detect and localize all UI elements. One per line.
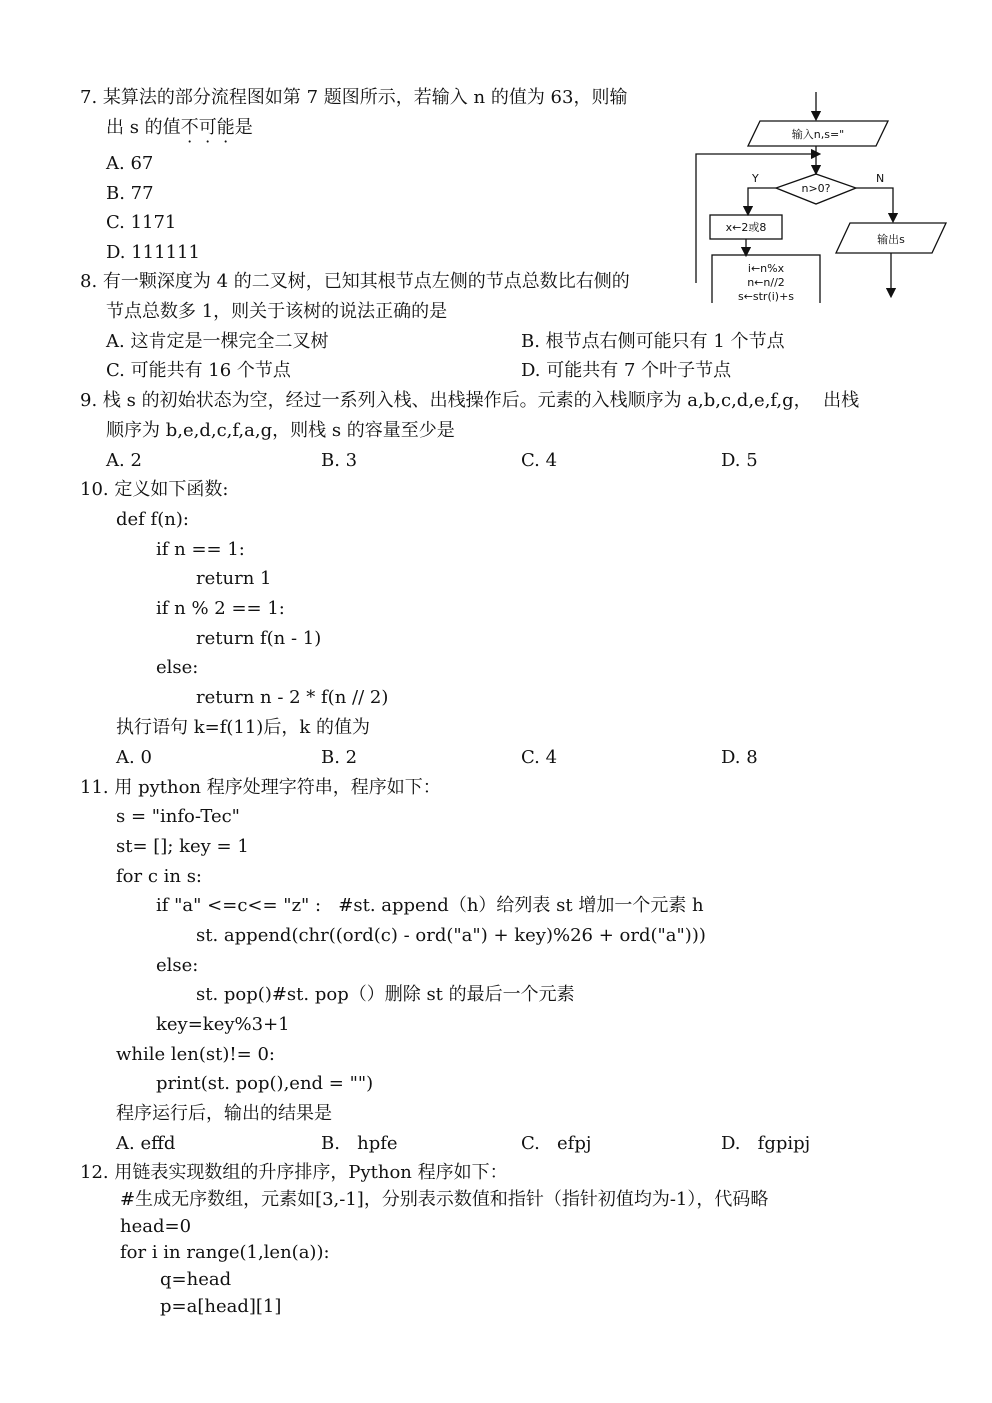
q11-option-d: D. fgpipj — [721, 1133, 811, 1154]
q10-option-d: D. 8 — [721, 747, 758, 768]
q10-code-line: def f(n): — [116, 509, 189, 530]
q8-option-b: B. 根节点右侧可能只有 1 个节点 — [521, 331, 785, 352]
q11-option-a: A. effd — [116, 1133, 176, 1154]
q11-code-line: while len(st)!= 0: — [116, 1044, 275, 1065]
q8-option-a: A. 这肯定是一棵完全二叉树 — [106, 331, 329, 352]
q10-option-a: A. 0 — [116, 747, 152, 768]
q11-option-b: B. hpfe — [321, 1133, 398, 1154]
q7-flowchart — [690, 88, 952, 303]
q10-code-line: if n % 2 == 1: — [156, 598, 285, 619]
flow-output-text: 输出s — [877, 233, 905, 246]
q10-option-b: B. 2 — [321, 747, 358, 768]
q10-code-line: else: — [156, 657, 199, 678]
q8-stem-line1: 8. 有一颗深度为 4 的二叉树，已知其根节点左侧的节点总数比右侧的 — [80, 271, 630, 292]
q7-stem-post: 是 — [234, 117, 253, 138]
q9-stem-line1: 9. 栈 s 的初始状态为空，经过一系列入栈、出栈操作后。元素的入栈顺序为 a,b,c,d,e,f,g， 出栈 — [80, 390, 860, 411]
q7-stem-line1: 7. 某算法的部分流程图如第 7 题图所示，若输入 n 的值为 63，则输 — [80, 87, 628, 108]
q9-option-a: A. 2 — [106, 450, 142, 471]
q9-option-b: B. 3 — [321, 450, 358, 471]
emphasis-char: 能 — [216, 117, 235, 138]
q12-code-line: head=0 — [120, 1216, 192, 1237]
q11-code-line: print(st. pop(),end = "") — [156, 1073, 374, 1094]
q10-code-line: return f(n - 1) — [196, 628, 322, 649]
q10-stem: 10. 定义如下函数: — [80, 479, 229, 500]
q11-code-line: s = "info-Tec" — [116, 806, 240, 827]
q7-stem-line2 — [106, 116, 253, 140]
q12-code-line: q=head — [160, 1269, 232, 1290]
q10-code-line: return 1 — [196, 568, 272, 589]
q11-code-line: if "a" <=c<= "z" : #st. append（h）给列表 st 增加一个元素 h — [156, 895, 704, 916]
q11-code-line: st= []; key = 1 — [116, 836, 249, 857]
q8-option-c: C. 可能共有 16 个节点 — [106, 360, 291, 381]
q12-code-line: #生成无序数组，元素如[3,-1]，分别表示数值和指针（指针初值均为-1），代码略 — [120, 1189, 769, 1210]
q11-option-c: C. efpj — [521, 1133, 592, 1154]
q12-code-line: for i in range(1,len(a)): — [120, 1242, 330, 1263]
q11-code-line: st. append(chr((ord(c) - ord("a") + key)%26 + ord("a"))) — [196, 925, 706, 946]
flow-yes-label: Y — [752, 172, 759, 185]
q10-option-c: C. 4 — [521, 747, 558, 768]
q7-option-d: D. 111111 — [106, 242, 200, 263]
q11-code-line: key=key%3+1 — [156, 1014, 290, 1035]
q10-code-line: if n == 1: — [156, 539, 245, 560]
q12-stem: 12. 用链表实现数组的升序排序，Python 程序如下： — [80, 1162, 508, 1183]
q9-stem-line2: 顺序为 b,e,d,c,f,a,g，则栈 s 的容量至少是 — [106, 420, 455, 441]
flow-no-label: N — [876, 172, 885, 185]
flow-yes-arrow — [748, 188, 776, 211]
emphasis-char: 不 — [180, 117, 199, 138]
q7-option-a: A. 67 — [106, 153, 154, 174]
q9-option-d: D. 5 — [721, 450, 758, 471]
q11-code-line: st. pop()#st. pop（）删除 st 的最后一个元素 — [196, 984, 575, 1005]
flow-body-line3: s←str(i)+s — [737, 290, 795, 303]
flow-input-text: 输入n,s=" — [791, 128, 845, 141]
q9-option-c: C. 4 — [521, 450, 558, 471]
q7-option-c: C. 1171 — [106, 212, 177, 233]
q11-code-line: else: — [156, 955, 199, 976]
flow-no-arrow — [856, 188, 893, 218]
q7-stem-pre: 出 s 的值 — [106, 117, 181, 138]
q11-question: 程序运行后，输出的结果是 — [116, 1103, 332, 1124]
q11-stem: 11. 用 python 程序处理字符串，程序如下： — [80, 777, 441, 798]
q7-emphasis — [181, 117, 235, 138]
q10-code-line: return n - 2 * f(n // 2) — [196, 687, 389, 708]
q12-code-line: p=a[head][1] — [160, 1296, 282, 1317]
q11-code-line: for c in s: — [116, 866, 203, 887]
emphasis-char: 可 — [198, 117, 217, 138]
flow-body-line1: i←n%x — [747, 262, 785, 275]
q10-question: 执行语句 k=f(11)后，k 的值为 — [116, 717, 370, 738]
flow-decision-text: n>0? — [801, 182, 831, 195]
q8-stem-line2: 节点总数多 1，则关于该树的说法正确的是 — [106, 301, 448, 322]
flow-body-line2: n←n//2 — [747, 276, 785, 289]
q8-option-d: D. 可能共有 7 个叶子节点 — [521, 360, 732, 381]
q7-option-b: B. 77 — [106, 183, 154, 204]
flow-assign-text: x←2或8 — [725, 221, 767, 234]
